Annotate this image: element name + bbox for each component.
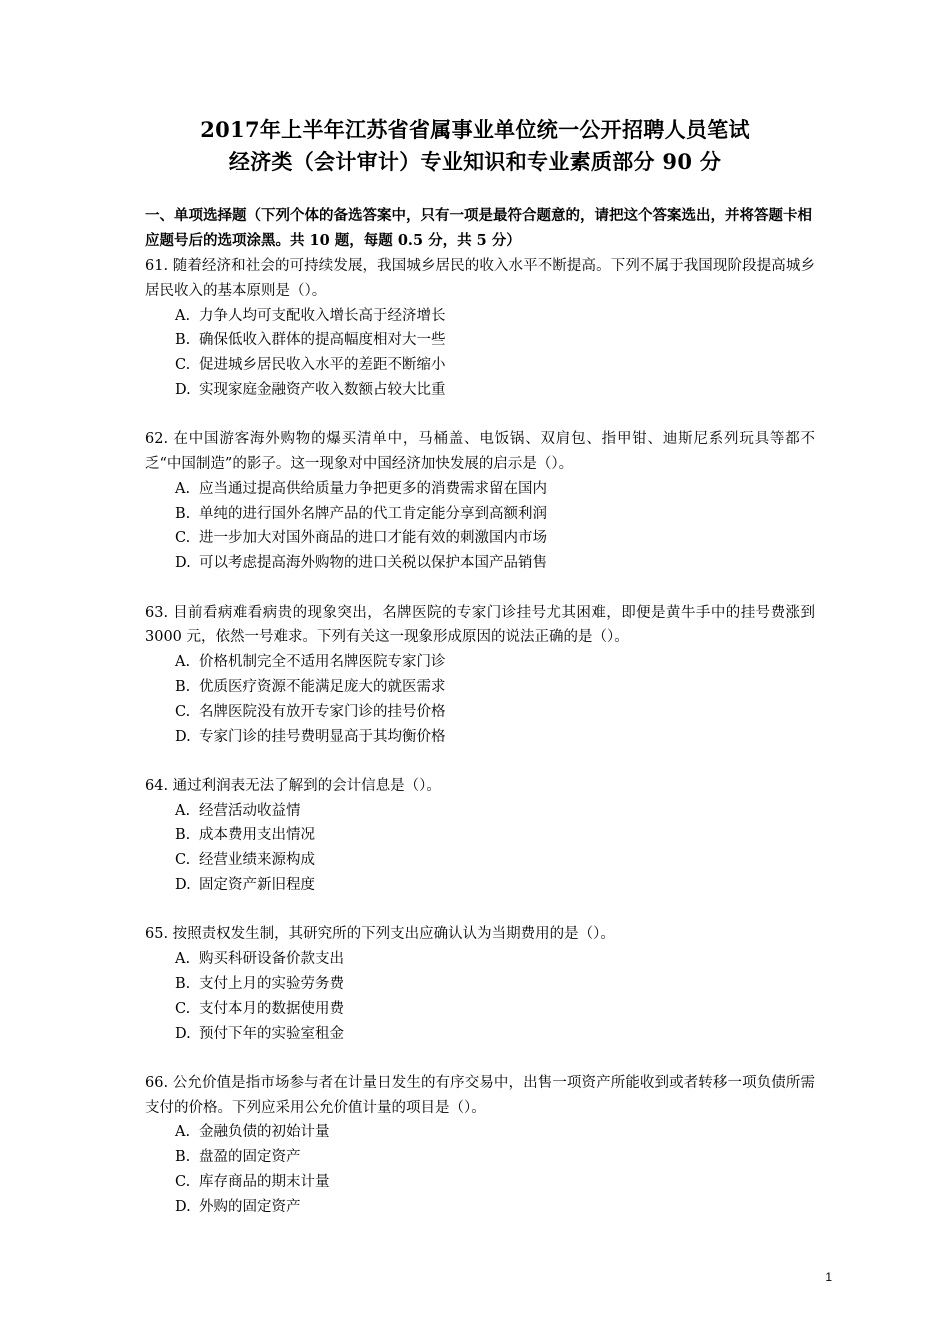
option-text: 金融负债的初始计量 <box>199 1124 330 1141</box>
option-text: 优质医疗资源不能满足庞大的就医需求 <box>199 678 446 695</box>
option-a <box>145 477 815 502</box>
option-text: 单纯的进行国外名牌产品的代工肯定能分享到高额利润 <box>199 505 547 522</box>
option-text: 外购的固定资产 <box>199 1198 301 1215</box>
option-c <box>145 526 815 551</box>
option-letter: A. <box>175 480 191 497</box>
option-c <box>145 353 815 378</box>
question-63 <box>145 601 815 750</box>
option-text: 促进城乡居民收入水平的差距不断缩小 <box>199 357 446 374</box>
question-65 <box>145 922 815 1046</box>
option-letter: D. <box>175 877 191 894</box>
option-b <box>145 328 815 353</box>
option-letter: A. <box>175 1124 191 1141</box>
question-list <box>145 254 815 1244</box>
option-text: 专家门诊的挂号费明显高于其均衡价格 <box>199 728 446 745</box>
option-text: 固定资产新旧程度 <box>199 877 315 894</box>
option-b <box>145 972 815 997</box>
option-letter: D. <box>175 555 191 572</box>
option-list <box>145 477 815 576</box>
question-61 <box>145 254 815 403</box>
question-stem: 65. 按照责权发生制，其研究所的下列支出应确认认为当期费用的是（）。 <box>145 926 615 943</box>
option-text: 经营活动收益情 <box>199 802 301 819</box>
option-text: 支付上月的实验劳务费 <box>199 975 344 992</box>
question-stem: 63. 目前看病难看病贵的现象突出，名牌医院的专家门诊挂号尤其困难，即便是黄牛手中的挂号费涨到 3000 元，依然一号难求。下列有关这一现象形成原因的说法正确的是（）。 <box>145 604 815 646</box>
option-letter: B. <box>175 1149 191 1166</box>
option-text: 成本费用支出情况 <box>199 827 315 844</box>
option-letter: D. <box>175 1198 191 1215</box>
option-letter: D. <box>175 381 191 398</box>
option-letter: A. <box>175 951 191 968</box>
option-letter: B. <box>175 505 191 522</box>
option-letter: A. <box>175 654 191 671</box>
option-list <box>145 650 815 749</box>
option-b <box>145 502 815 527</box>
option-a <box>145 799 815 824</box>
option-b <box>145 1145 815 1170</box>
document-title-line2: 经济类（会计审计）专业知识和专业素质部分 90 分 <box>228 149 722 174</box>
question-66 <box>145 1071 815 1220</box>
option-text: 购买科研设备价款支出 <box>199 951 344 968</box>
option-text: 确保低收入群体的提高幅度相对大一些 <box>199 332 446 349</box>
option-a <box>145 1120 815 1145</box>
option-d <box>145 1195 815 1220</box>
option-letter: C. <box>175 357 191 374</box>
option-letter: A. <box>175 802 191 819</box>
question-stem: 66. 公允价值是指市场参与者在计量日发生的有序交易中，出售一项资产所能收到或者转移一项负债所需支付的价格。下列应采用公允价值计量的项目是（）。 <box>145 1074 815 1116</box>
section-heading: 一、单项选择题（下列个体的备选答案中，只有一项是最符合题意的，请把这个答案选出，并将答题卡相应题号后的选项涂黑。共 10 题，每题 0.5 分，共 5 分） <box>145 207 812 249</box>
question-62 <box>145 427 815 576</box>
option-text: 实现家庭金融资产收入数额占较大比重 <box>199 381 446 398</box>
option-letter: C. <box>175 1174 191 1190</box>
option-c <box>145 848 815 873</box>
option-d <box>145 873 815 898</box>
option-letter: A. <box>175 307 191 324</box>
option-text: 盘盈的固定资产 <box>199 1149 301 1166</box>
option-letter: C. <box>175 530 191 547</box>
option-d <box>145 725 815 750</box>
option-d <box>145 378 815 403</box>
question-64 <box>145 774 815 898</box>
option-d <box>145 1022 815 1047</box>
option-text: 可以考虑提高海外购物的进口关税以保护本国产品销售 <box>199 555 547 572</box>
option-a <box>145 650 815 675</box>
option-text: 经营业绩来源构成 <box>199 852 315 869</box>
question-stem: 62. 在中国游客海外购物的爆买清单中，马桶盖、电饭锅、双肩包、指甲钳、迪斯尼系列玩具等都不乏“中国制造”的影子。这一现象对中国经济加快发展的启示是（）。 <box>145 431 815 473</box>
option-letter: C. <box>175 1000 191 1017</box>
option-letter: C. <box>175 852 191 869</box>
option-text: 库存商品的期末计量 <box>199 1174 330 1190</box>
question-stem: 64. 通过利润表无法了解到的会计信息是（）。 <box>145 777 441 794</box>
option-text: 支付本月的数据使用费 <box>199 1000 344 1017</box>
option-list <box>145 947 815 1046</box>
option-a <box>145 304 815 329</box>
option-letter: B. <box>175 827 191 844</box>
page-number: 1 <box>825 1270 832 1284</box>
option-text: 应当通过提高供给质量力争把更多的消费需求留在国内 <box>199 480 547 497</box>
question-stem: 61. 随着经济和社会的可持续发展，我国城乡居民的收入水平不断提高。下列不属于我国现阶段提高城乡居民收入的基本原则是（）。 <box>145 258 815 299</box>
option-a <box>145 947 815 972</box>
option-text: 价格机制完全不适用名牌医院专家门诊 <box>199 654 446 671</box>
option-c <box>145 700 815 725</box>
document-title-line1: 2017年上半年江苏省省属事业单位统一公开招聘人员笔试 <box>200 117 750 142</box>
option-b <box>145 823 815 848</box>
option-letter: D. <box>175 1025 191 1042</box>
option-list <box>145 1120 815 1219</box>
option-letter: B. <box>175 332 191 349</box>
option-d <box>145 551 815 576</box>
option-text: 进一步加大对国外商品的进口才能有效的刺激国内市场 <box>199 530 547 547</box>
option-letter: B. <box>175 975 191 992</box>
option-text: 名牌医院没有放开专家门诊的挂号价格 <box>199 703 446 720</box>
option-letter: D. <box>175 728 191 745</box>
option-c <box>145 1170 815 1195</box>
option-text: 预付下年的实验室租金 <box>199 1025 344 1042</box>
option-c <box>145 997 815 1022</box>
option-list <box>145 304 815 403</box>
option-text: 力争人均可支配收入增长高于经济增长 <box>199 307 446 324</box>
option-letter: B. <box>175 678 191 695</box>
option-b <box>145 675 815 700</box>
option-list <box>145 799 815 898</box>
option-letter: C. <box>175 703 191 720</box>
